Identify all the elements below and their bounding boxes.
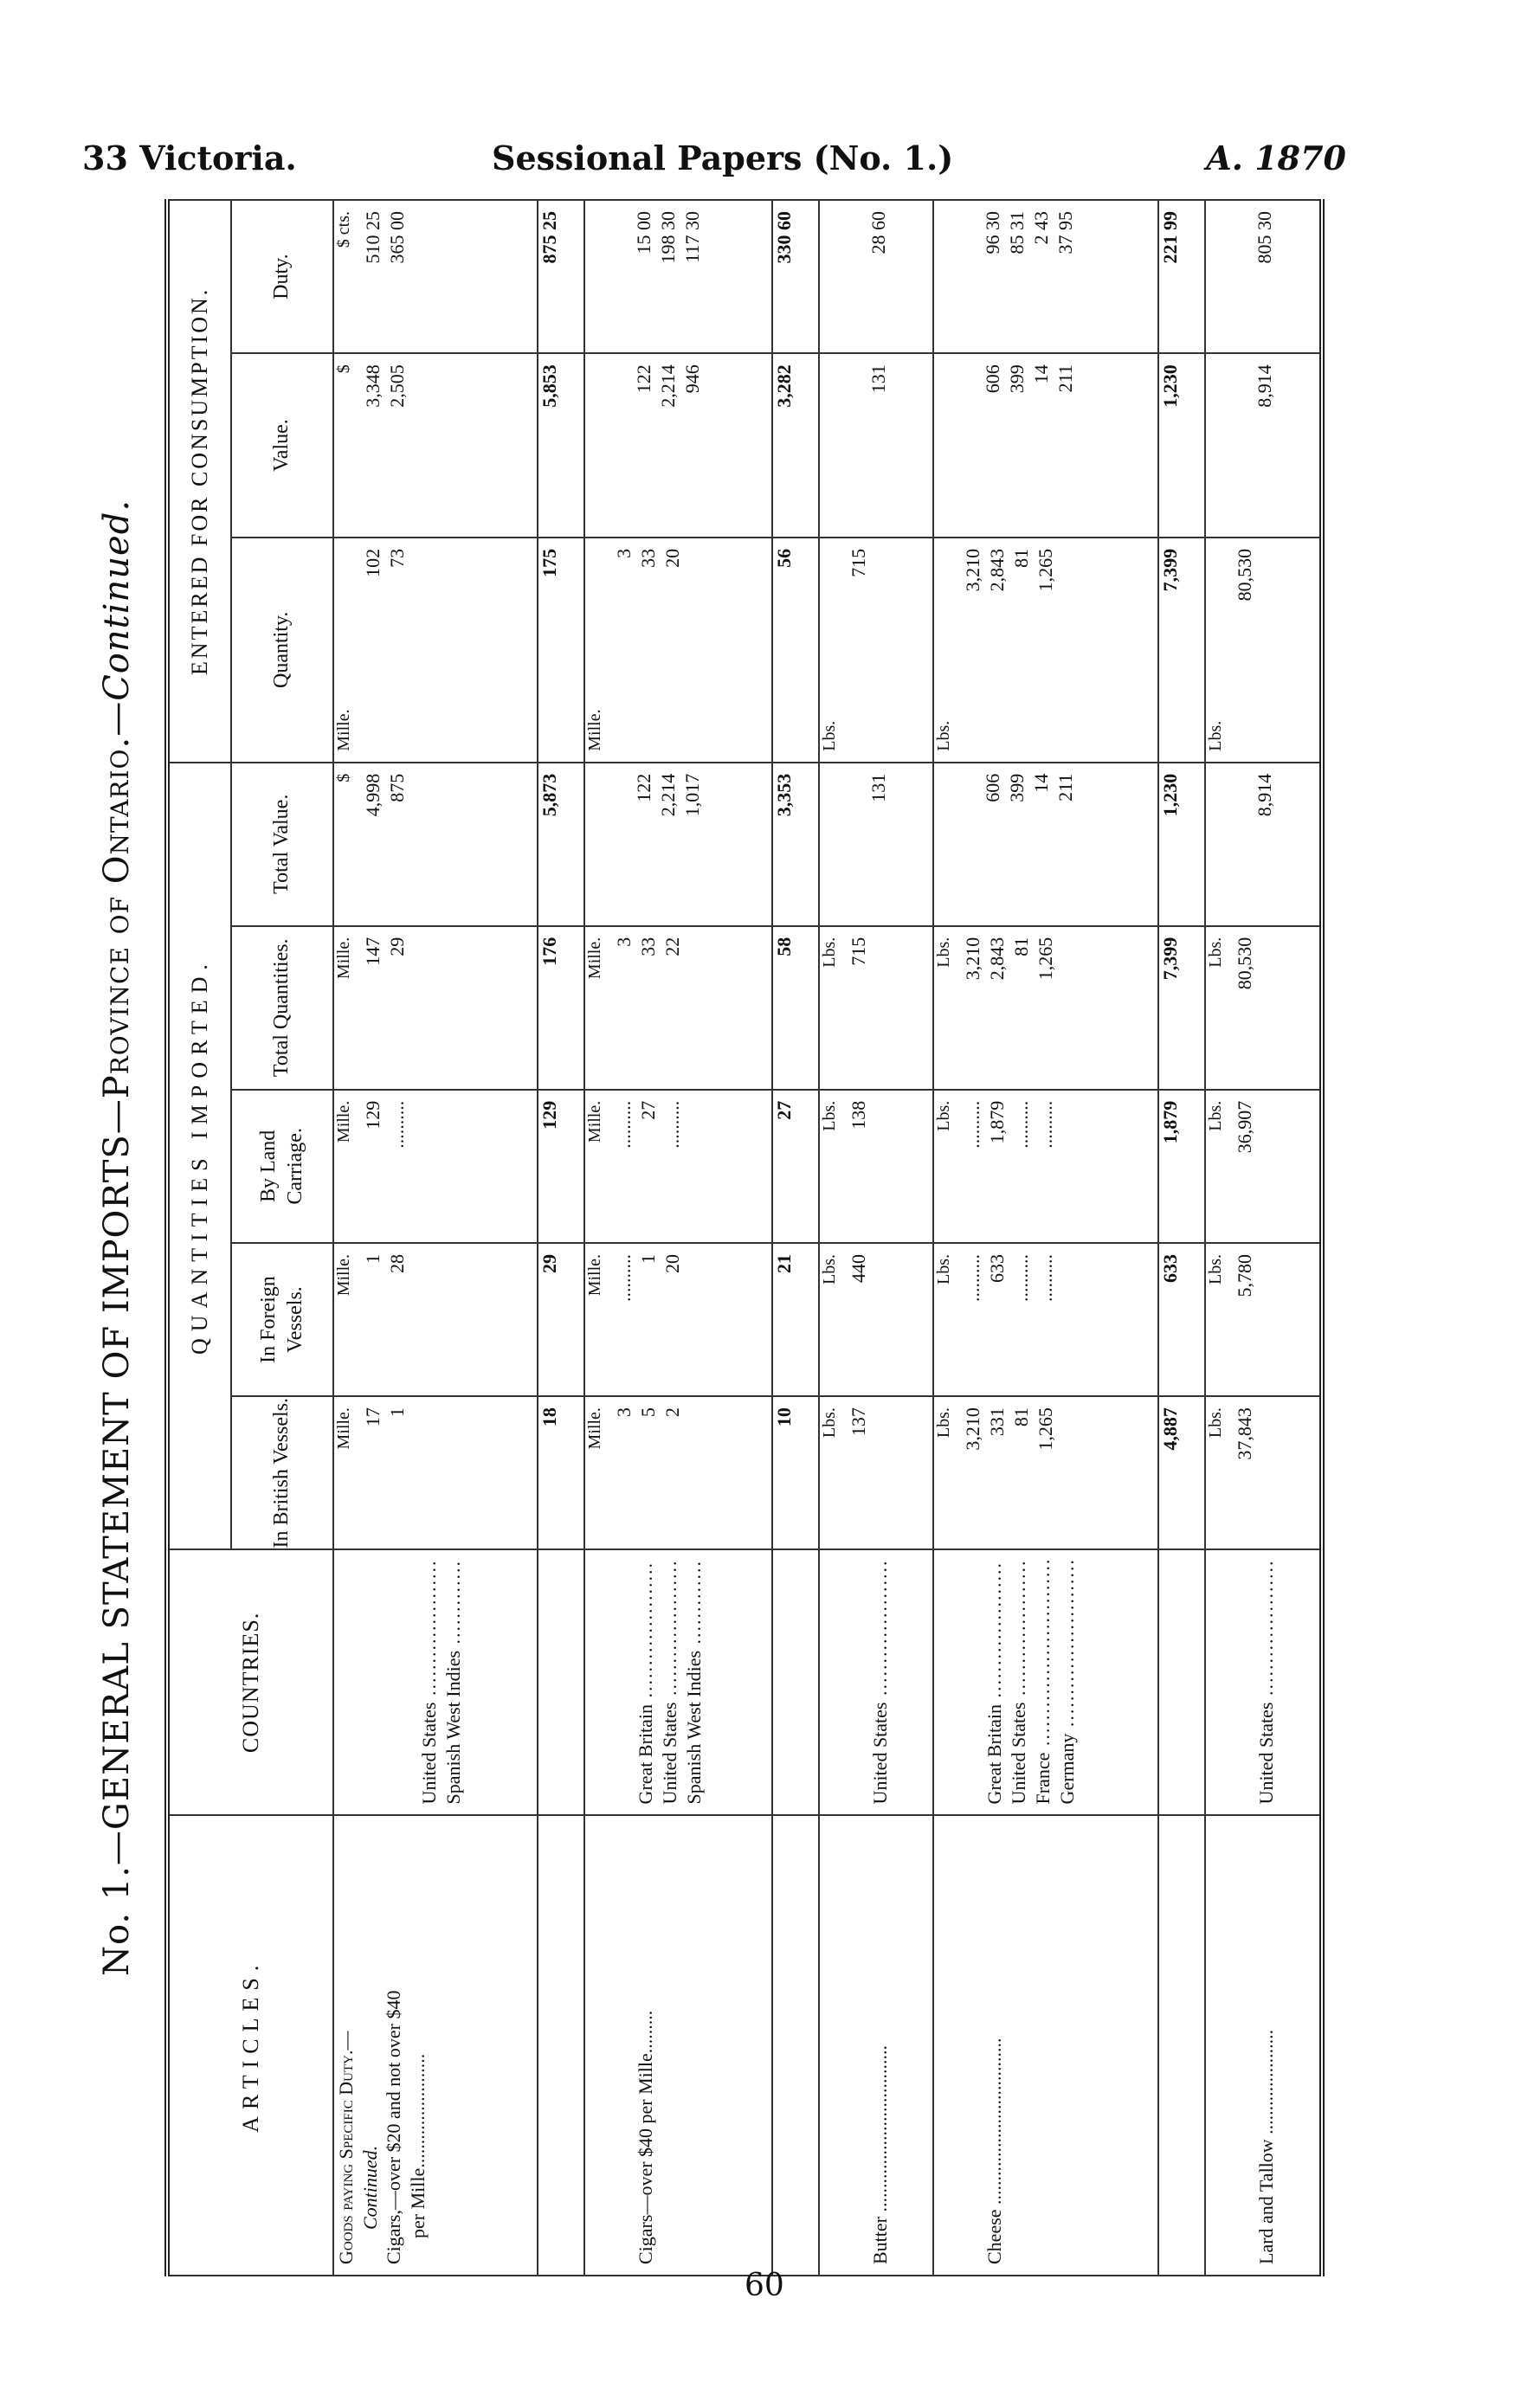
cell-value: 14 — [1029, 773, 1052, 793]
cell-value: 4,998 — [362, 773, 384, 817]
total-qty-cell — [584, 926, 772, 1090]
col-quantity: Quantity. — [231, 538, 333, 763]
unit-label: Lbs. — [933, 1100, 953, 1131]
cell-value: .......... — [1034, 1100, 1056, 1149]
cell-value: 17 — [362, 1407, 384, 1427]
cell-value: 1,265 — [1034, 1407, 1056, 1451]
duty-cell — [1205, 200, 1322, 353]
total-val-cell — [333, 763, 538, 926]
unit-label: Lbs. — [1206, 937, 1226, 968]
col-duty: Duty. — [231, 200, 333, 353]
cell-value: 440 — [848, 1253, 870, 1283]
cell-value: 3 — [612, 937, 635, 947]
cell-value: 33 — [636, 548, 659, 568]
unit-label: Mille. — [584, 1407, 604, 1450]
cell-value: .......... — [1009, 1100, 1032, 1149]
cell-value: .......... — [612, 1253, 635, 1302]
article-cell — [333, 1815, 538, 2276]
cell-value: 1,017 — [680, 773, 703, 817]
unit-label: $ — [334, 364, 353, 374]
col-entered-for-consumption: ENTERED FOR CONSUMPTION. — [167, 200, 231, 763]
total-value: 21 — [772, 1243, 819, 1396]
qty-cell — [933, 538, 1158, 763]
total-value: 4,887 — [1158, 1396, 1205, 1549]
cell-value: 606 — [981, 364, 1003, 394]
duty-cell — [584, 200, 772, 353]
article-line: Cheese ................................... — [983, 2038, 1005, 2264]
cell-value: 3 — [612, 548, 635, 558]
cell-value: 399 — [1005, 364, 1028, 394]
total-value: 221 99 — [1158, 200, 1205, 353]
table-row — [933, 200, 1158, 2276]
qty-cell — [819, 538, 933, 763]
cell-value: 2,214 — [656, 773, 679, 817]
cell-value: 2,214 — [656, 364, 679, 408]
cell-value: .......... — [961, 1253, 983, 1302]
unit-label: Mille. — [584, 709, 604, 751]
article-line: Cigars—over $40 per Mille......... — [634, 2010, 656, 2264]
country-name: Spanish West Indies ..... — [682, 1561, 706, 1804]
cell-value: .......... — [612, 1100, 635, 1149]
country-name: United States ..... — [1007, 1561, 1031, 1804]
cell-value: 1 — [386, 1407, 408, 1418]
land-cell — [933, 1090, 1158, 1243]
rotated-table-area — [69, 199, 1325, 2276]
countries-cell — [584, 1549, 772, 1815]
unit-label: Mille. — [584, 937, 604, 980]
total-qty-cell — [1205, 926, 1322, 1090]
total-value: 7,399 — [1158, 926, 1205, 1090]
cell-value: 122 — [632, 364, 654, 394]
col-by-land-carriage: By Land Carriage. — [231, 1090, 333, 1243]
col-total-quantities: Total Quantities. — [231, 926, 333, 1090]
country-name: Germany ..... — [1055, 1561, 1080, 1804]
total-value: 1,230 — [1158, 353, 1205, 538]
total-row — [538, 200, 584, 2276]
cell-value: 3,210 — [961, 1407, 983, 1451]
total-value: 58 — [772, 926, 819, 1090]
total-value: 5,853 — [538, 353, 584, 538]
unit-label: Mille. — [334, 1253, 353, 1297]
unit-label: Lbs. — [820, 1407, 840, 1439]
cell-value: 131 — [867, 364, 890, 394]
countries-cell — [819, 1549, 933, 1815]
foreign-cell — [819, 1243, 933, 1396]
unit-label: Lbs. — [933, 1253, 953, 1284]
unit-label: Lbs. — [1206, 1253, 1226, 1284]
header-papers: Sessional Papers (No. 1.) — [492, 138, 954, 177]
land-cell — [1205, 1090, 1322, 1243]
cell-value: 80,530 — [1234, 548, 1256, 602]
table-row — [1205, 200, 1322, 2276]
country-name: France ..... — [1031, 1561, 1055, 1804]
section-title: Goods paying Specific Duty.— — [335, 2031, 357, 2264]
country-name: Great Britain ..... — [634, 1561, 658, 1804]
header-session: 33 Victoria. — [82, 138, 297, 177]
duty-cell — [819, 200, 933, 353]
total-value: 1,879 — [1158, 1090, 1205, 1243]
col-countries: COUNTRIES. — [167, 1549, 333, 1815]
cell-value: 875 — [386, 773, 408, 802]
total-value: 633 — [1158, 1243, 1205, 1396]
article-cell — [1205, 1815, 1322, 2276]
cell-value: 2,843 — [985, 937, 1008, 981]
value-cell — [333, 353, 538, 538]
countries-cell — [1205, 1549, 1322, 1815]
cell-value: 137 — [848, 1407, 870, 1437]
total-value: 10 — [772, 1396, 819, 1549]
total-value: 176 — [538, 926, 584, 1090]
cell-value: .......... — [1034, 1253, 1056, 1302]
total-value: 3,282 — [772, 353, 819, 538]
cell-value: 33 — [636, 937, 659, 956]
col-articles: ARTICLES. — [167, 1815, 333, 2276]
value-cell — [584, 353, 772, 538]
unit-label: $ — [334, 773, 353, 782]
cell-value: 5 — [636, 1407, 659, 1418]
cell-value: 14 — [1029, 364, 1052, 384]
unit-label: Mille. — [584, 1253, 604, 1297]
unit-label: Lbs. — [1206, 1407, 1226, 1439]
unit-label: Lbs. — [933, 720, 953, 751]
cell-value: 2,505 — [386, 364, 408, 408]
cell-value: 633 — [985, 1253, 1008, 1283]
total-qty-cell — [819, 926, 933, 1090]
cell-value: 27 — [636, 1100, 659, 1120]
total-value: 29 — [538, 1243, 584, 1396]
cell-value: 5,780 — [1234, 1253, 1256, 1297]
country-name: Great Britain ..... — [983, 1561, 1007, 1804]
cell-value: 80,530 — [1234, 937, 1256, 990]
article-line: per Mille........................ — [407, 2053, 429, 2238]
total-val-cell — [1205, 763, 1322, 926]
cell-value: 1,879 — [985, 1100, 1008, 1144]
cell-value: .......... — [1009, 1253, 1032, 1302]
foreign-cell — [933, 1243, 1158, 1396]
unit-label: Lbs. — [933, 1407, 953, 1439]
document-title — [69, 199, 164, 2276]
total-qty-cell — [333, 926, 538, 1090]
value-cell — [933, 353, 1158, 538]
article-line: Cigars,—over $20 and not over $40 — [383, 1990, 404, 2264]
unit-label: Mille. — [334, 709, 353, 751]
page-number: 60 — [745, 2268, 784, 2303]
title-main: No. 1.—GENERAL STATEMENT OF IMPORTS— — [97, 1098, 137, 1977]
imports-table — [164, 199, 1325, 2276]
cell-value: 37 95 — [1054, 211, 1076, 254]
col-in-british-vessels: In British Vessels. — [231, 1396, 333, 1549]
header-year: A. 1870 — [1206, 138, 1346, 177]
cell-value: 81 — [1009, 937, 1032, 956]
col-in-foreign-vessels: In Foreign Vessels. — [231, 1243, 333, 1396]
cell-value: 211 — [1054, 773, 1076, 802]
cell-value: 1,265 — [1034, 937, 1056, 981]
country-name: United States ..... — [417, 1561, 442, 1804]
cell-value: 1 — [636, 1253, 659, 1264]
cell-value: 20 — [661, 1253, 683, 1273]
foreign-cell — [1205, 1243, 1322, 1396]
article-cell — [584, 1815, 772, 2276]
unit-label: Lbs. — [1206, 1100, 1226, 1131]
unit-label: Lbs. — [933, 937, 953, 968]
qty-cell — [333, 538, 538, 763]
total-value: 875 25 — [538, 200, 584, 353]
total-value: 175 — [538, 538, 584, 763]
cell-value: 81 — [1009, 548, 1032, 568]
section-continued: Continued. — [358, 2145, 381, 2230]
total-row — [772, 200, 819, 2276]
cell-value: 805 30 — [1254, 211, 1276, 264]
cell-value: 29 — [386, 937, 408, 956]
total-val-cell — [584, 763, 772, 926]
total-row — [1158, 200, 1205, 2276]
country-name: United States ..... — [868, 1561, 893, 1804]
foreign-cell — [584, 1243, 772, 1396]
cell-value: 85 31 — [1005, 211, 1028, 254]
cell-value: 331 — [985, 1407, 1008, 1437]
total-value: 1,230 — [1158, 763, 1205, 926]
cell-value: 138 — [848, 1100, 870, 1130]
cell-value: 399 — [1005, 773, 1028, 802]
cell-value: 1 — [362, 1253, 384, 1264]
unit-label: Lbs. — [820, 937, 840, 968]
total-value: 7,399 — [1158, 538, 1205, 763]
article-line: Butter ................................... — [869, 2045, 892, 2264]
cell-value: 129 — [362, 1100, 384, 1130]
cell-value: 8,914 — [1254, 364, 1276, 408]
unit-label: $ cts. — [334, 211, 353, 248]
cell-value: 147 — [362, 937, 384, 966]
duty-cell — [933, 200, 1158, 353]
table-row — [584, 200, 772, 2276]
country-name: Spanish West Indies ..... — [442, 1561, 466, 1804]
country-name: United States ..... — [658, 1561, 682, 1804]
unit-label: Mille. — [334, 1407, 353, 1450]
cell-value: 36,907 — [1234, 1100, 1256, 1154]
cell-value: 2 43 — [1029, 211, 1052, 245]
cell-value: 15 00 — [632, 211, 654, 254]
cell-value: 20 — [661, 548, 683, 568]
cell-value: 3,210 — [961, 548, 983, 592]
total-value: 27 — [772, 1090, 819, 1243]
cell-value: 102 — [362, 548, 384, 577]
table-row — [819, 200, 933, 2276]
land-cell — [584, 1090, 772, 1243]
british-cell — [333, 1396, 538, 1549]
cell-value: 2,843 — [985, 548, 1008, 592]
total-value: 129 — [538, 1090, 584, 1243]
qty-cell — [584, 538, 772, 763]
qty-cell — [1205, 538, 1322, 763]
unit-label: Lbs. — [820, 720, 840, 751]
land-cell — [819, 1090, 933, 1243]
cell-value: 73 — [386, 548, 408, 568]
article-line: Lard and Tallow ...................... — [1255, 2029, 1278, 2264]
value-cell — [1205, 353, 1322, 538]
cell-value: 1,265 — [1034, 548, 1056, 592]
article-cell — [933, 1815, 1158, 2276]
cell-value: .......... — [386, 1100, 408, 1149]
table-row — [333, 200, 538, 2276]
cell-value: 198 30 — [656, 211, 679, 264]
title-continued: —Continued. — [97, 499, 137, 737]
cell-value: 28 — [386, 1253, 408, 1273]
cell-value: 510 25 — [362, 211, 384, 264]
cell-value: 28 60 — [867, 211, 890, 254]
cell-value: .......... — [961, 1100, 983, 1149]
unit-label: Lbs. — [1206, 720, 1226, 751]
total-value: 5,873 — [538, 763, 584, 926]
british-cell — [1205, 1396, 1322, 1549]
total-val-cell — [933, 763, 1158, 926]
cell-value: 3,348 — [362, 364, 384, 408]
countries-cell — [933, 1549, 1158, 1815]
cell-value: 117 30 — [680, 211, 703, 263]
british-cell — [819, 1396, 933, 1549]
cell-value: 365 00 — [386, 211, 408, 264]
total-val-cell — [819, 763, 933, 926]
total-qty-cell — [933, 926, 1158, 1090]
cell-value: 122 — [632, 773, 654, 802]
unit-label: Lbs. — [820, 1253, 840, 1284]
british-cell — [584, 1396, 772, 1549]
cell-value: 96 30 — [981, 211, 1003, 254]
col-value: Value. — [231, 353, 333, 538]
unit-label: Mille. — [334, 1100, 353, 1143]
unit-label: Mille. — [334, 937, 353, 980]
foreign-cell — [333, 1243, 538, 1396]
total-value: 56 — [772, 538, 819, 763]
countries-cell — [333, 1549, 538, 1815]
unit-label: Lbs. — [820, 1100, 840, 1131]
cell-value: 606 — [981, 773, 1003, 802]
total-value: 330 60 — [772, 200, 819, 353]
country-name: United States ..... — [1254, 1561, 1279, 1804]
title-province: Province of Ontario. — [97, 736, 137, 1099]
total-value: 3,353 — [772, 763, 819, 926]
cell-value: 715 — [848, 937, 870, 966]
cell-value: 8,914 — [1254, 773, 1276, 817]
land-cell — [333, 1090, 538, 1243]
col-quantities-imported: QUANTITIES IMPORTED. — [167, 763, 231, 1550]
cell-value: 2 — [661, 1407, 683, 1418]
cell-value: 3 — [612, 1407, 635, 1418]
cell-value: 3,210 — [961, 937, 983, 981]
cell-value: 81 — [1009, 1407, 1032, 1427]
cell-value: .......... — [661, 1100, 683, 1149]
article-cell — [819, 1815, 933, 2276]
cell-value: 946 — [680, 364, 703, 394]
value-cell — [819, 353, 933, 538]
british-cell — [933, 1396, 1158, 1549]
cell-value: 131 — [867, 773, 890, 802]
cell-value: 715 — [848, 548, 870, 577]
cell-value: 37,843 — [1234, 1407, 1256, 1460]
cell-value: 22 — [661, 937, 683, 956]
unit-label: Mille. — [584, 1100, 604, 1143]
cell-value: 211 — [1054, 364, 1076, 393]
duty-cell — [333, 200, 538, 353]
col-total-value: Total Value. — [231, 763, 333, 926]
total-value: 18 — [538, 1396, 584, 1549]
